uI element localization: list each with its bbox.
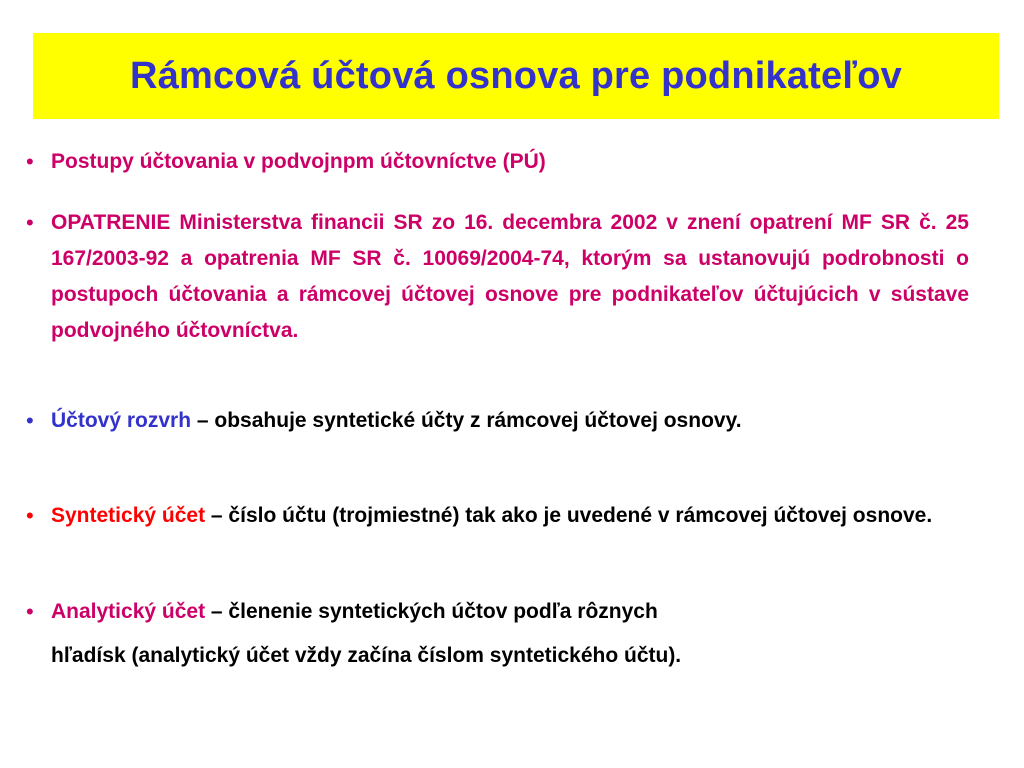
term-synteticky-ucet: Syntetický účet (51, 504, 206, 527)
term-definition: – obsahuje syntetické účty z rámcovej účtovej osnovy. (191, 409, 742, 432)
bullet-marker: • (26, 503, 34, 528)
term-definition: – členenie syntetických účtov podľa rôznych (205, 600, 658, 623)
term-definition: – číslo účtu (trojmiestné) tak ako je uvedené v rámcovej účtovej osnove. (205, 504, 933, 527)
slide-title: Rámcová účtová osnova pre podnikateľov (130, 54, 902, 97)
bullet-item-synteticky-ucet (51, 498, 969, 534)
bullet-item-analyticky-ucet (51, 594, 969, 674)
bullet-marker: • (26, 408, 34, 433)
bullet-item-postupy (51, 144, 969, 180)
term-definition-line2: hľadísk (analytický účet vždy začína číslom syntetického účtu). (51, 644, 682, 667)
bullet-marker: • (26, 210, 34, 235)
bullet-text: Postupy účtovania v podvojnpm účtovníctve (PÚ) (51, 150, 546, 173)
bullet-item-opatrenie (51, 205, 969, 349)
bullet-marker: • (26, 599, 34, 624)
title-banner (33, 33, 999, 119)
bullet-marker: • (26, 149, 34, 174)
bullet-text: OPATRENIE Ministerstva financii SR zo 16. decembra 2002 v znení opatrení MF SR č. 25 167/2003-92 a opatrenia MF SR č. 10069/2004-74, ktorým sa ustanovujú podrobnosti o postupoch účtovania a rámcovej účtovej osnove pre podnikateľov účtujúcich v sústave podvojného účtovníctva. (51, 211, 969, 342)
term-uctovy-rozvrh: Účtový rozvrh (51, 409, 192, 432)
bullet-item-uctovy-rozvrh (51, 403, 969, 439)
term-analyticky-ucet: Analytický účet (51, 600, 206, 623)
